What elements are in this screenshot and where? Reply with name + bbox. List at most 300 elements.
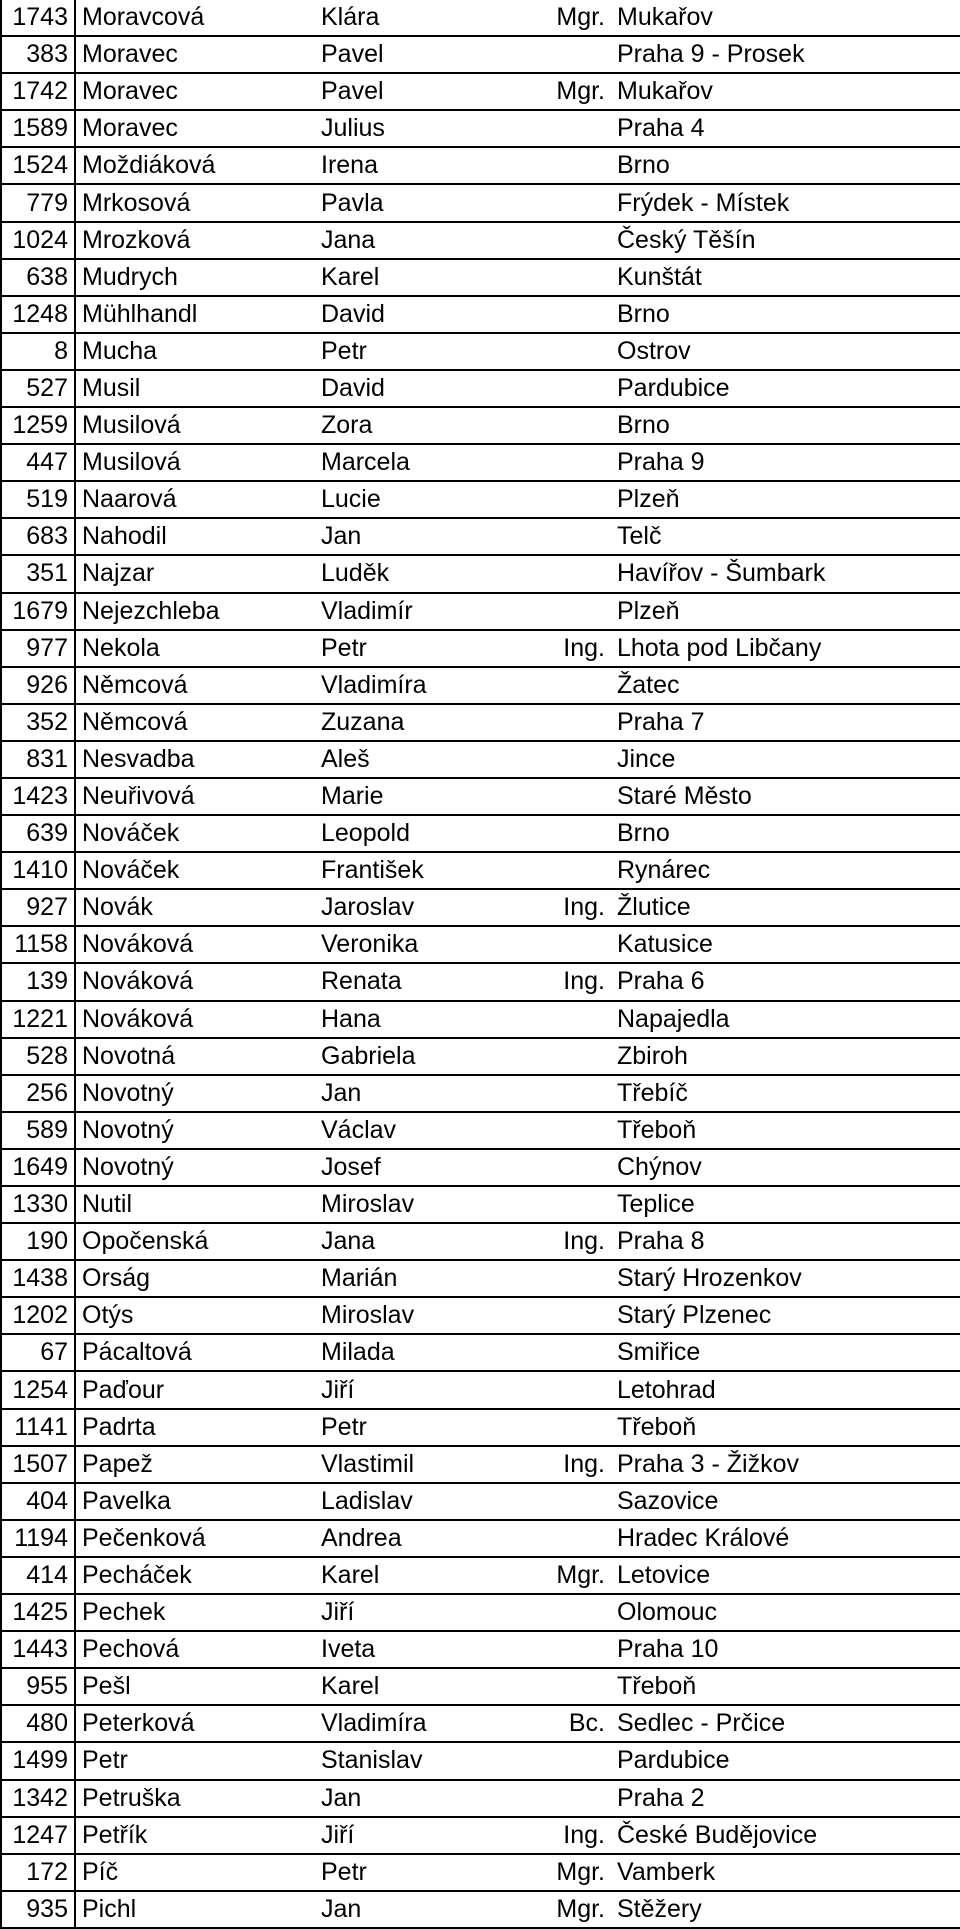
title-cell	[519, 852, 611, 889]
city-cell: Letovice	[611, 1557, 960, 1594]
surname-cell: Mrkosová	[75, 184, 315, 221]
title-cell	[519, 1001, 611, 1038]
member-id-cell: 1194	[1, 1520, 75, 1557]
city-cell: Sazovice	[611, 1483, 960, 1520]
surname-cell: Nesvadba	[75, 741, 315, 778]
first-name-cell: Veronika	[315, 926, 519, 963]
first-name-cell: Luděk	[315, 555, 519, 592]
table-row	[1, 1891, 960, 1928]
member-id-cell: 1423	[1, 778, 75, 815]
member-id-cell: 1221	[1, 1001, 75, 1038]
first-name-cell: Lucie	[315, 481, 519, 518]
member-id-cell: 404	[1, 1483, 75, 1520]
city-cell: Ostrov	[611, 333, 960, 370]
city-cell: Brno	[611, 147, 960, 184]
member-id-cell: 383	[1, 36, 75, 73]
city-cell: Sedlec - Prčice	[611, 1705, 960, 1742]
title-cell	[519, 815, 611, 852]
title-cell: Bc.	[519, 1705, 611, 1742]
member-id-cell: 351	[1, 555, 75, 592]
table-row	[1, 1112, 960, 1149]
city-cell: Vamberk	[611, 1854, 960, 1891]
member-id-cell: 1679	[1, 593, 75, 630]
table-row	[1, 1001, 960, 1038]
table-row	[1, 1223, 960, 1260]
surname-cell: Musilová	[75, 407, 315, 444]
surname-cell: Nováček	[75, 815, 315, 852]
title-cell	[519, 36, 611, 73]
first-name-cell: Ladislav	[315, 1483, 519, 1520]
first-name-cell: Marián	[315, 1260, 519, 1297]
member-id-cell: 1743	[1, 0, 75, 36]
title-cell: Mgr.	[519, 0, 611, 36]
surname-cell: Opočenská	[75, 1223, 315, 1260]
title-cell	[519, 1742, 611, 1779]
first-name-cell: Jan	[315, 518, 519, 555]
city-cell: Katusice	[611, 926, 960, 963]
table-row	[1, 1817, 960, 1854]
surname-cell: Moravec	[75, 36, 315, 73]
city-cell: Chýnov	[611, 1149, 960, 1186]
member-id-cell: 1589	[1, 110, 75, 147]
surname-cell: Peterková	[75, 1705, 315, 1742]
first-name-cell: Jaroslav	[315, 889, 519, 926]
title-cell	[519, 1075, 611, 1112]
surname-cell: Mucha	[75, 333, 315, 370]
member-id-cell: 1438	[1, 1260, 75, 1297]
member-id-cell: 139	[1, 963, 75, 1000]
table-row	[1, 444, 960, 481]
table-row	[1, 518, 960, 555]
table-row	[1, 926, 960, 963]
member-id-cell: 639	[1, 815, 75, 852]
surname-cell: Pavelka	[75, 1483, 315, 1520]
table-row	[1, 1260, 960, 1297]
first-name-cell: Petr	[315, 630, 519, 667]
surname-cell: Pecháček	[75, 1557, 315, 1594]
first-name-cell: Milada	[315, 1334, 519, 1371]
title-cell	[519, 110, 611, 147]
title-cell	[519, 778, 611, 815]
surname-cell: Paďour	[75, 1371, 315, 1408]
title-cell: Ing.	[519, 630, 611, 667]
table-row	[1, 1631, 960, 1668]
first-name-cell: Václav	[315, 1112, 519, 1149]
title-cell	[519, 704, 611, 741]
table-row	[1, 147, 960, 184]
table-row	[1, 630, 960, 667]
surname-cell: Petřík	[75, 1817, 315, 1854]
title-cell	[519, 259, 611, 296]
member-id-cell: 8	[1, 333, 75, 370]
first-name-cell: František	[315, 852, 519, 889]
first-name-cell: Vladimíra	[315, 667, 519, 704]
surname-cell: Nováček	[75, 852, 315, 889]
city-cell: Hradec Králové	[611, 1520, 960, 1557]
first-name-cell: Petr	[315, 1854, 519, 1891]
title-cell	[519, 444, 611, 481]
first-name-cell: Miroslav	[315, 1297, 519, 1334]
city-cell: Praha 9	[611, 444, 960, 481]
member-id-cell: 1524	[1, 147, 75, 184]
member-id-cell: 683	[1, 518, 75, 555]
table-row	[1, 481, 960, 518]
member-id-cell: 1158	[1, 926, 75, 963]
city-cell: Kunštát	[611, 259, 960, 296]
member-id-cell: 1202	[1, 1297, 75, 1334]
surname-cell: Moravcová	[75, 0, 315, 36]
title-cell	[519, 222, 611, 259]
city-cell: Žatec	[611, 667, 960, 704]
city-cell: Praha 4	[611, 110, 960, 147]
title-cell	[519, 667, 611, 704]
member-id-cell: 1330	[1, 1186, 75, 1223]
title-cell: Mgr.	[519, 1891, 611, 1928]
table-row	[1, 1075, 960, 1112]
title-cell	[519, 147, 611, 184]
table-row	[1, 259, 960, 296]
surname-cell: Nováková	[75, 926, 315, 963]
table-row	[1, 1297, 960, 1334]
first-name-cell: Irena	[315, 147, 519, 184]
member-id-cell: 779	[1, 184, 75, 221]
first-name-cell: Petr	[315, 1409, 519, 1446]
city-cell: Praha 7	[611, 704, 960, 741]
title-cell	[519, 1260, 611, 1297]
city-cell: Třeboň	[611, 1112, 960, 1149]
surname-cell: Najzar	[75, 555, 315, 592]
title-cell	[519, 741, 611, 778]
member-id-cell: 1141	[1, 1409, 75, 1446]
surname-cell: Pichl	[75, 1891, 315, 1928]
first-name-cell: David	[315, 296, 519, 333]
city-cell: Mukařov	[611, 73, 960, 110]
first-name-cell: Vladimíra	[315, 1705, 519, 1742]
city-cell: Český Těšín	[611, 222, 960, 259]
first-name-cell: Karel	[315, 1557, 519, 1594]
title-cell	[519, 555, 611, 592]
title-cell	[519, 481, 611, 518]
first-name-cell: Marcela	[315, 444, 519, 481]
member-id-cell: 1443	[1, 1631, 75, 1668]
table-row	[1, 36, 960, 73]
title-cell	[519, 593, 611, 630]
title-cell	[519, 370, 611, 407]
first-name-cell: David	[315, 370, 519, 407]
member-table-body	[1, 0, 960, 1928]
surname-cell: Němcová	[75, 704, 315, 741]
surname-cell: Musil	[75, 370, 315, 407]
title-cell	[519, 1371, 611, 1408]
member-id-cell: 927	[1, 889, 75, 926]
table-row	[1, 1705, 960, 1742]
title-cell	[519, 296, 611, 333]
city-cell: Třebíč	[611, 1075, 960, 1112]
surname-cell: Pečenková	[75, 1520, 315, 1557]
city-cell: Havířov - Šumbark	[611, 555, 960, 592]
first-name-cell: Jana	[315, 1223, 519, 1260]
surname-cell: Mrozková	[75, 222, 315, 259]
surname-cell: Nováková	[75, 1001, 315, 1038]
table-row	[1, 704, 960, 741]
city-cell: Smiřice	[611, 1334, 960, 1371]
title-cell: Mgr.	[519, 73, 611, 110]
table-row	[1, 1038, 960, 1075]
city-cell: Brno	[611, 296, 960, 333]
first-name-cell: Jan	[315, 1891, 519, 1928]
table-row	[1, 667, 960, 704]
city-cell: Plzeň	[611, 593, 960, 630]
first-name-cell: Josef	[315, 1149, 519, 1186]
title-cell	[519, 926, 611, 963]
title-cell: Ing.	[519, 1446, 611, 1483]
city-cell: Brno	[611, 815, 960, 852]
surname-cell: Novák	[75, 889, 315, 926]
first-name-cell: Julius	[315, 110, 519, 147]
city-cell: Stěžery	[611, 1891, 960, 1928]
surname-cell: Pácaltová	[75, 1334, 315, 1371]
member-id-cell: 256	[1, 1075, 75, 1112]
title-cell	[519, 1334, 611, 1371]
member-id-cell: 527	[1, 370, 75, 407]
first-name-cell: Jan	[315, 1780, 519, 1817]
city-cell: Žlutice	[611, 889, 960, 926]
city-cell: Staré Město	[611, 778, 960, 815]
surname-cell: Němcová	[75, 667, 315, 704]
member-id-cell: 977	[1, 630, 75, 667]
first-name-cell: Karel	[315, 1668, 519, 1705]
city-cell: Zbiroh	[611, 1038, 960, 1075]
title-cell	[519, 1483, 611, 1520]
first-name-cell: Pavel	[315, 73, 519, 110]
table-row	[1, 741, 960, 778]
surname-cell: Nejezchleba	[75, 593, 315, 630]
title-cell	[519, 333, 611, 370]
city-cell: Jince	[611, 741, 960, 778]
member-id-cell: 447	[1, 444, 75, 481]
city-cell: Lhota pod Libčany	[611, 630, 960, 667]
city-cell: Praha 3 - Žižkov	[611, 1446, 960, 1483]
title-cell	[519, 1780, 611, 1817]
surname-cell: Mudrych	[75, 259, 315, 296]
member-id-cell: 1499	[1, 1742, 75, 1779]
first-name-cell: Andrea	[315, 1520, 519, 1557]
title-cell	[519, 1186, 611, 1223]
title-cell	[519, 1409, 611, 1446]
city-cell: Telč	[611, 518, 960, 555]
title-cell	[519, 1520, 611, 1557]
title-cell: Ing.	[519, 963, 611, 1000]
title-cell	[519, 1668, 611, 1705]
table-row	[1, 333, 960, 370]
city-cell: Brno	[611, 407, 960, 444]
first-name-cell: Jiří	[315, 1594, 519, 1631]
surname-cell: Nahodil	[75, 518, 315, 555]
city-cell: Praha 9 - Prosek	[611, 36, 960, 73]
surname-cell: Mühlhandl	[75, 296, 315, 333]
member-id-cell: 1254	[1, 1371, 75, 1408]
title-cell	[519, 518, 611, 555]
title-cell	[519, 1594, 611, 1631]
first-name-cell: Hana	[315, 1001, 519, 1038]
table-row	[1, 1409, 960, 1446]
surname-cell: Nekola	[75, 630, 315, 667]
table-row	[1, 407, 960, 444]
first-name-cell: Iveta	[315, 1631, 519, 1668]
member-id-cell: 1742	[1, 73, 75, 110]
member-id-cell: 1342	[1, 1780, 75, 1817]
surname-cell: Moravec	[75, 73, 315, 110]
first-name-cell: Jiří	[315, 1817, 519, 1854]
member-id-cell: 926	[1, 667, 75, 704]
city-cell: Frýdek - Místek	[611, 184, 960, 221]
member-id-cell: 1248	[1, 296, 75, 333]
city-cell: Rynárec	[611, 852, 960, 889]
table-row	[1, 1520, 960, 1557]
table-row	[1, 1483, 960, 1520]
title-cell	[519, 1038, 611, 1075]
city-cell: Starý Hrozenkov	[611, 1260, 960, 1297]
first-name-cell: Petr	[315, 333, 519, 370]
city-cell: Praha 10	[611, 1631, 960, 1668]
member-id-cell: 1259	[1, 407, 75, 444]
table-row	[1, 963, 960, 1000]
first-name-cell: Stanislav	[315, 1742, 519, 1779]
table-row	[1, 1780, 960, 1817]
first-name-cell: Miroslav	[315, 1186, 519, 1223]
first-name-cell: Renata	[315, 963, 519, 1000]
first-name-cell: Aleš	[315, 741, 519, 778]
member-id-cell: 638	[1, 259, 75, 296]
city-cell: Pardubice	[611, 370, 960, 407]
first-name-cell: Klára	[315, 0, 519, 36]
member-id-cell: 67	[1, 1334, 75, 1371]
first-name-cell: Pavla	[315, 184, 519, 221]
member-id-cell: 480	[1, 1705, 75, 1742]
table-row	[1, 778, 960, 815]
surname-cell: Nováková	[75, 963, 315, 1000]
title-cell	[519, 1297, 611, 1334]
surname-cell: Novotná	[75, 1038, 315, 1075]
surname-cell: Novotný	[75, 1149, 315, 1186]
city-cell: Letohrad	[611, 1371, 960, 1408]
city-cell: Praha 2	[611, 1780, 960, 1817]
first-name-cell: Zuzana	[315, 704, 519, 741]
title-cell	[519, 1112, 611, 1149]
city-cell: Teplice	[611, 1186, 960, 1223]
member-id-cell: 589	[1, 1112, 75, 1149]
surname-cell: Papež	[75, 1446, 315, 1483]
surname-cell: Petruška	[75, 1780, 315, 1817]
title-cell	[519, 184, 611, 221]
city-cell: Třeboň	[611, 1668, 960, 1705]
surname-cell: Padrta	[75, 1409, 315, 1446]
member-id-cell: 352	[1, 704, 75, 741]
title-cell	[519, 407, 611, 444]
first-name-cell: Leopold	[315, 815, 519, 852]
title-cell	[519, 1631, 611, 1668]
member-id-cell: 1410	[1, 852, 75, 889]
surname-cell: Pechová	[75, 1631, 315, 1668]
member-id-cell: 955	[1, 1668, 75, 1705]
city-cell: Třeboň	[611, 1409, 960, 1446]
table-row	[1, 184, 960, 221]
city-cell: České Budějovice	[611, 1817, 960, 1854]
surname-cell: Pešl	[75, 1668, 315, 1705]
city-cell: Starý Plzenec	[611, 1297, 960, 1334]
member-id-cell: 519	[1, 481, 75, 518]
first-name-cell: Jana	[315, 222, 519, 259]
table-row	[1, 1371, 960, 1408]
surname-cell: Píč	[75, 1854, 315, 1891]
first-name-cell: Marie	[315, 778, 519, 815]
member-id-cell: 935	[1, 1891, 75, 1928]
table-row	[1, 1668, 960, 1705]
first-name-cell: Zora	[315, 407, 519, 444]
table-row	[1, 852, 960, 889]
surname-cell: Musilová	[75, 444, 315, 481]
surname-cell: Otýs	[75, 1297, 315, 1334]
first-name-cell: Gabriela	[315, 1038, 519, 1075]
title-cell: Ing.	[519, 1817, 611, 1854]
member-id-cell: 831	[1, 741, 75, 778]
surname-cell: Moravec	[75, 110, 315, 147]
table-row	[1, 222, 960, 259]
city-cell: Mukařov	[611, 0, 960, 36]
table-row	[1, 1557, 960, 1594]
title-cell: Mgr.	[519, 1854, 611, 1891]
table-row	[1, 1186, 960, 1223]
first-name-cell: Jiří	[315, 1371, 519, 1408]
table-row	[1, 1334, 960, 1371]
table-row	[1, 1742, 960, 1779]
city-cell: Praha 6	[611, 963, 960, 1000]
table-row	[1, 110, 960, 147]
surname-cell: Naarová	[75, 481, 315, 518]
first-name-cell: Vladimír	[315, 593, 519, 630]
table-row	[1, 1594, 960, 1631]
city-cell: Pardubice	[611, 1742, 960, 1779]
surname-cell: Moždiáková	[75, 147, 315, 184]
member-id-cell: 528	[1, 1038, 75, 1075]
first-name-cell: Pavel	[315, 36, 519, 73]
table-row	[1, 370, 960, 407]
member-id-cell: 1024	[1, 222, 75, 259]
table-row	[1, 1446, 960, 1483]
city-cell: Plzeň	[611, 481, 960, 518]
title-cell	[519, 1149, 611, 1186]
surname-cell: Neuřivová	[75, 778, 315, 815]
member-id-cell: 1247	[1, 1817, 75, 1854]
member-id-cell: 190	[1, 1223, 75, 1260]
table-row	[1, 815, 960, 852]
city-cell: Praha 8	[611, 1223, 960, 1260]
surname-cell: Nutil	[75, 1186, 315, 1223]
table-row	[1, 593, 960, 630]
surname-cell: Petr	[75, 1742, 315, 1779]
first-name-cell: Karel	[315, 259, 519, 296]
surname-cell: Novotný	[75, 1112, 315, 1149]
first-name-cell: Jan	[315, 1075, 519, 1112]
member-id-cell: 1425	[1, 1594, 75, 1631]
city-cell: Olomouc	[611, 1594, 960, 1631]
member-id-cell: 414	[1, 1557, 75, 1594]
surname-cell: Novotný	[75, 1075, 315, 1112]
table-row	[1, 0, 960, 36]
table-row	[1, 889, 960, 926]
member-id-cell: 172	[1, 1854, 75, 1891]
surname-cell: Orság	[75, 1260, 315, 1297]
